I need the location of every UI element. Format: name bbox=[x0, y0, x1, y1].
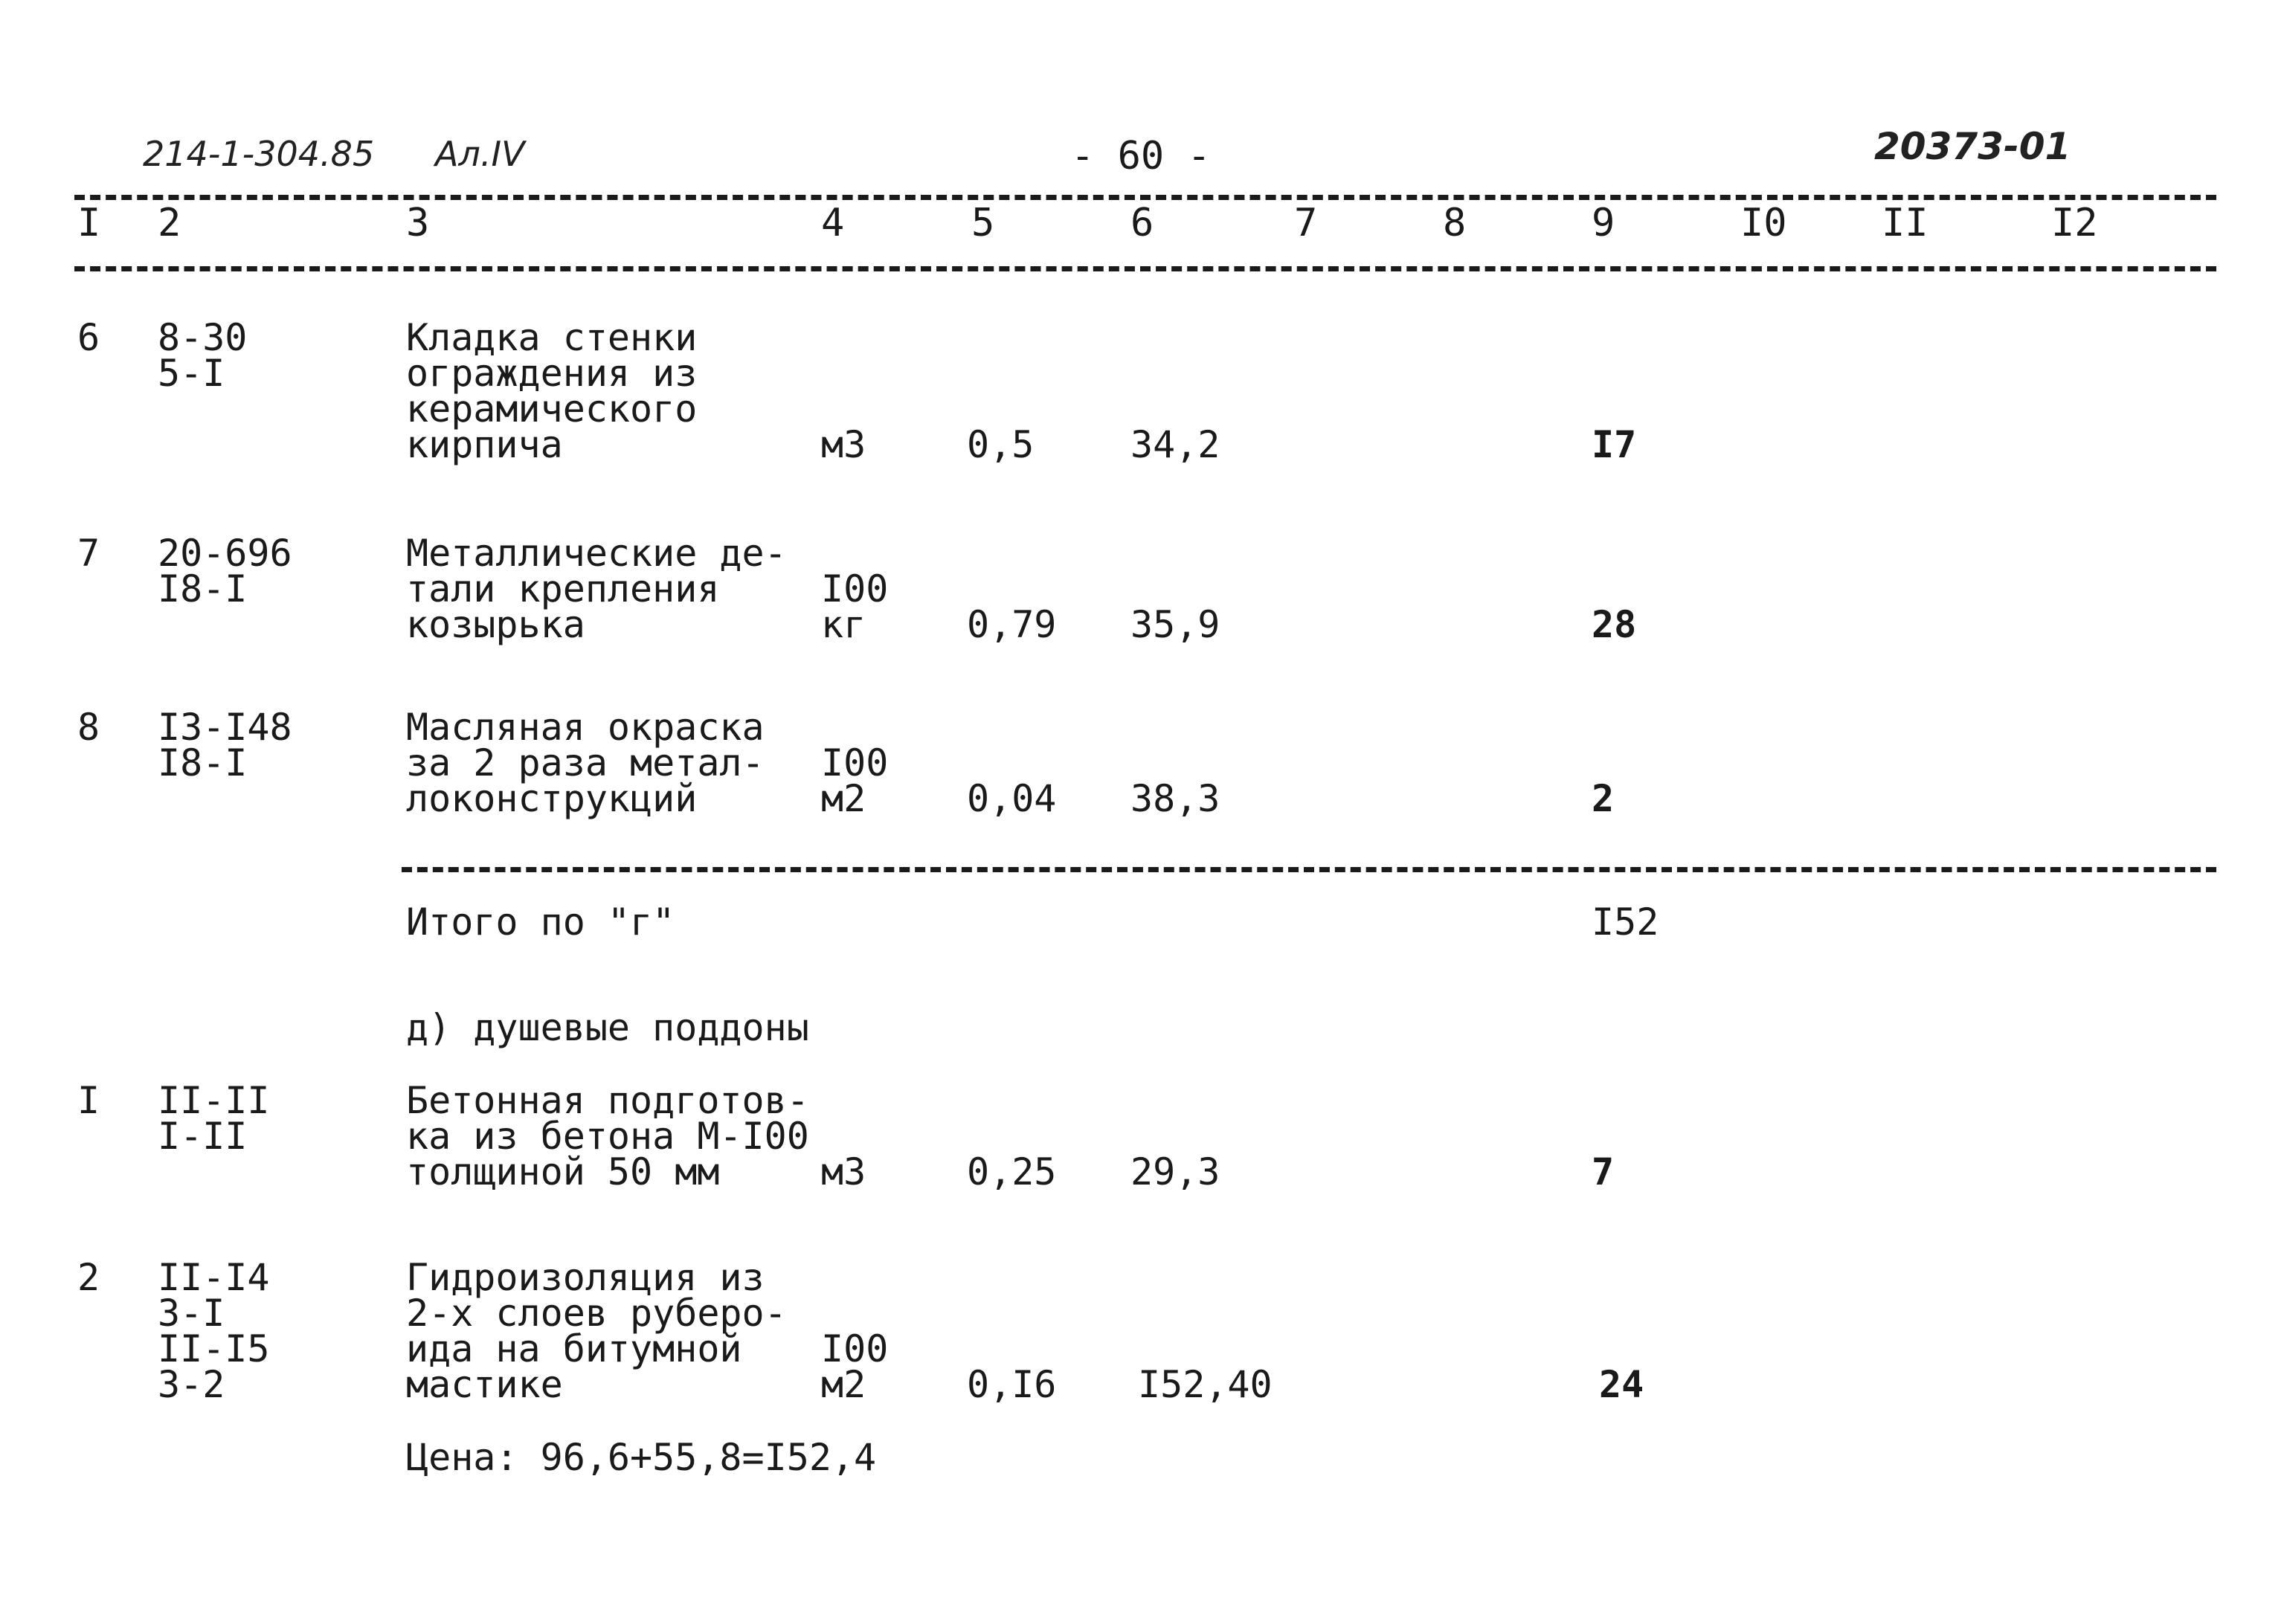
row-number: 7 bbox=[77, 532, 100, 575]
subtotal-total: I52 bbox=[1592, 900, 1659, 944]
row-total: 2 bbox=[1592, 777, 1615, 820]
row-total: I7 bbox=[1592, 423, 1637, 466]
row-quantity: 0,79 bbox=[967, 603, 1057, 646]
row-description-line: мастике bbox=[406, 1363, 563, 1406]
row-total: 7 bbox=[1592, 1150, 1615, 1193]
row-number: 2 bbox=[77, 1256, 100, 1299]
row-code-line: 3-2 bbox=[158, 1363, 225, 1406]
row-code-line: II-II bbox=[158, 1079, 270, 1122]
row-code-line: I-II bbox=[158, 1115, 248, 1158]
column-header-8: 8 bbox=[1443, 201, 1467, 245]
price-note: Цена: 96,6+55,8=I52,4 bbox=[406, 1436, 877, 1479]
row-code-line: I8-I bbox=[158, 741, 248, 784]
subtotal-rule bbox=[402, 867, 2216, 872]
row-unit-line: м3 bbox=[821, 423, 866, 466]
row-code-line: 5-I bbox=[158, 352, 225, 395]
archive-number: 20373-01 bbox=[1874, 125, 2071, 168]
row-code-line: II-I4 bbox=[158, 1256, 270, 1299]
subtotal-label: Итого по "г" bbox=[406, 900, 675, 944]
row-price: 34,2 bbox=[1130, 423, 1220, 466]
column-header-12: I2 bbox=[2051, 201, 2098, 245]
column-header-2: 2 bbox=[158, 201, 181, 245]
document-code: 214-1-304.85 bbox=[143, 134, 375, 174]
row-unit-line: I00 bbox=[821, 567, 889, 610]
row-total: 28 bbox=[1592, 603, 1637, 646]
column-header-4: 4 bbox=[821, 201, 845, 245]
column-header-10: I0 bbox=[1740, 201, 1787, 245]
column-header-3: 3 bbox=[406, 201, 430, 245]
row-code-line: 8-30 bbox=[158, 316, 248, 359]
row-description-line: кирпича bbox=[406, 423, 563, 466]
column-header-1: I bbox=[77, 201, 101, 245]
section-title: д) душевые поддоны bbox=[406, 1006, 809, 1049]
row-description-line: Кладка стенки bbox=[406, 316, 698, 359]
row-description-line: Масляная окраска bbox=[406, 706, 765, 749]
row-description-line: толщиной 50 мм bbox=[406, 1150, 720, 1193]
row-price: 38,3 bbox=[1130, 777, 1220, 820]
column-header-6: 6 bbox=[1130, 201, 1154, 245]
row-description-line: Металлические де- bbox=[406, 532, 787, 575]
row-price: 29,3 bbox=[1130, 1150, 1220, 1193]
row-code-line: I8-I bbox=[158, 567, 248, 610]
row-code-line: 20-696 bbox=[158, 532, 292, 575]
page-number: - 60 - bbox=[1071, 134, 1211, 178]
row-total: 24 bbox=[1599, 1363, 1644, 1406]
row-code-line: I3-I48 bbox=[158, 706, 292, 749]
row-number: 6 bbox=[77, 316, 100, 359]
row-quantity: 0,25 bbox=[967, 1150, 1057, 1193]
row-code-line: II-I5 bbox=[158, 1327, 270, 1370]
row-unit-line: м3 bbox=[821, 1150, 866, 1193]
header-top-rule bbox=[74, 195, 2216, 200]
row-description-line: козырька bbox=[406, 603, 585, 646]
column-header-7: 7 bbox=[1294, 201, 1318, 245]
row-unit-line: м2 bbox=[821, 777, 866, 820]
row-price: 35,9 bbox=[1130, 603, 1220, 646]
row-number: 8 bbox=[77, 706, 100, 749]
row-description-line: 2-х слоев руберо- bbox=[406, 1292, 787, 1335]
row-description-line: ограждения из bbox=[406, 352, 698, 395]
row-code-line: 3-I bbox=[158, 1292, 225, 1335]
row-description-line: локонструкций bbox=[406, 777, 698, 820]
row-unit-line: I00 bbox=[821, 741, 889, 784]
row-description-line: за 2 раза метал- bbox=[406, 741, 765, 784]
row-description-line: Гидроизоляция из bbox=[406, 1256, 765, 1299]
row-description-line: ка из бетона М-I00 bbox=[406, 1115, 809, 1158]
row-unit-line: кг bbox=[821, 603, 866, 646]
column-header-11: II bbox=[1882, 201, 1928, 245]
row-description-line: керамического bbox=[406, 387, 698, 431]
row-number: I bbox=[77, 1079, 100, 1122]
row-unit-line: I00 bbox=[821, 1327, 889, 1370]
row-description-line: тали крепления bbox=[406, 567, 720, 610]
row-quantity: 0,5 bbox=[967, 423, 1035, 466]
row-unit-line: м2 bbox=[821, 1363, 866, 1406]
column-header-9: 9 bbox=[1592, 201, 1615, 245]
row-description-line: ида на битумной bbox=[406, 1327, 742, 1370]
album-number: Ал.IV bbox=[435, 134, 525, 174]
row-price: I52,40 bbox=[1138, 1363, 1273, 1406]
row-quantity: 0,I6 bbox=[967, 1363, 1057, 1406]
row-quantity: 0,04 bbox=[967, 777, 1057, 820]
header-bottom-rule bbox=[74, 266, 2216, 271]
column-header-5: 5 bbox=[971, 201, 995, 245]
row-description-line: Бетонная подготов- bbox=[406, 1079, 809, 1122]
